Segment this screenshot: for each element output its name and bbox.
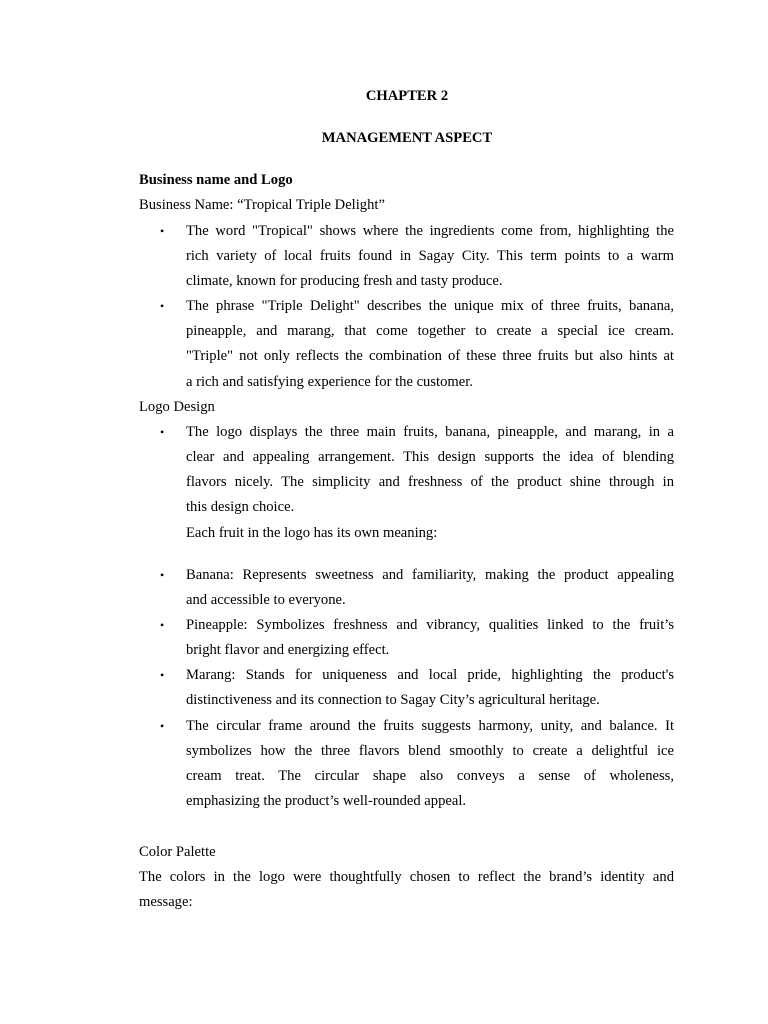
- bullet-line: and accessible to everyone.: [186, 592, 346, 608]
- bullet-icon: •: [160, 224, 165, 238]
- section-heading: Business name and Logo: [139, 172, 293, 188]
- chapter-heading: CHAPTER 2: [365, 88, 449, 104]
- bullet-icon: •: [160, 425, 165, 439]
- bullet-line: pineapple, and marang, that come together to create a special ice cream.: [186, 323, 674, 339]
- bullet-line: clear and appealing arrangement. This design supports the idea of blending: [186, 449, 674, 465]
- bullet-line: emphasizing the product’s well-rounded appeal.: [186, 793, 467, 809]
- bullet-line: The word "Tropical" shows where the ingredients come from, highlighting the: [186, 223, 674, 239]
- bullet-line: this design choice.: [186, 499, 295, 515]
- bullet-line: cream treat. The circular shape also conveys a sense of wholeness,: [186, 768, 674, 784]
- bullet-line: rich variety of local fruits found in Sagay City. This term points to a warm: [186, 248, 674, 264]
- bullet-icon: •: [160, 618, 165, 632]
- page-title: MANAGEMENT ASPECT: [321, 130, 493, 146]
- bullet-line: Marang: Stands for uniqueness and local pride, highlighting the product's: [186, 667, 674, 683]
- color-palette-heading: Color Palette: [139, 844, 216, 860]
- bullet-line: flavors nicely. The simplicity and freshness of the product shine through in: [186, 474, 674, 490]
- bullet-icon: •: [160, 299, 165, 313]
- bullet-line: The phrase "Triple Delight" describes the unique mix of three fruits, banana,: [186, 298, 674, 314]
- bullet-line: The logo displays the three main fruits, banana, pineapple, and marang, in a: [186, 424, 674, 440]
- bullet-line: The circular frame around the fruits suggests harmony, unity, and balance. It: [186, 718, 674, 734]
- bullet-icon: •: [160, 668, 165, 682]
- bullet-line: Pineapple: Symbolizes freshness and vibrancy, qualities linked to the fruit’s: [186, 617, 674, 633]
- bullet-line: climate, known for producing fresh and tasty produce.: [186, 273, 503, 289]
- bullet-line: Banana: Represents sweetness and familiarity, making the product appealing: [186, 567, 674, 583]
- logo-design-heading: Logo Design: [139, 399, 215, 415]
- color-palette-paragraph-line: message:: [139, 894, 193, 910]
- bullet-line: bright flavor and energizing effect.: [186, 642, 390, 658]
- bullet-line: "Triple" not only reflects the combination of these three fruits but also hints at: [186, 348, 674, 364]
- logo-meaning-intro: Each fruit in the logo has its own meaning:: [186, 525, 438, 541]
- bullet-icon: •: [160, 719, 165, 733]
- bullet-line: a rich and satisfying experience for the customer.: [186, 374, 473, 390]
- business-name-line: Business Name: “Tropical Triple Delight”: [139, 197, 385, 213]
- bullet-line: distinctiveness and its connection to Sagay City’s agricultural heritage.: [186, 692, 600, 708]
- bullet-icon: •: [160, 568, 165, 582]
- color-palette-paragraph-line: The colors in the logo were thoughtfully chosen to reflect the brand’s identity and: [139, 869, 674, 885]
- bullet-line: symbolizes how the three flavors blend smoothly to create a delightful ice: [186, 743, 674, 759]
